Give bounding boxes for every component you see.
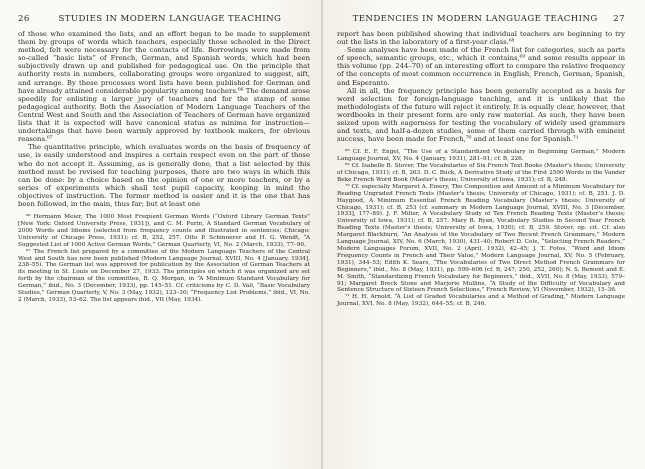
right-page-number: 27: [613, 14, 625, 24]
right-body: [337, 30, 625, 143]
left-page: [0, 0, 322, 469]
footnote: ⁷¹ H. H. Arnold, “A List of Graded Vocabularies and a Method of Grading,” Modern Language Journal, XVI, No. 8 (May, 1932), 644–55; cf. B, 246.: [337, 294, 625, 308]
right-paragraph: Some analyses have been made of the French list for categories, such as parts of speech, semantic groups, etc., which it contains,⁶⁹ and some results appear in this volume (pp. 244–70) of an interesting effort to compare the relative frequency of the concepts of most common occurrence in English, French, German, Spanish, and Esperanto.: [337, 46, 625, 87]
right-page: [323, 0, 645, 469]
left-paragraph: The quantitative principle, which evaluates words on the basis of frequency of use, is easily understood and inspires a certain respect even on the part of those who do not accept it. Assuming, as is generally done, that a list selected by this method must be revised for teaching purposes, there are two ways in which this can be done: by a choice based on the opinion of one or more teachers, or by a series of experiments which shall test pupil capacity, keeping in mind the objectives of instruction. The former method is easier and it is the one that has been followed, in the main, thus far; but at least one: [18, 143, 310, 208]
left-footnotes: [18, 214, 310, 304]
right-paragraph: All in all, the frequency principle has been generally accepted as a basis for word selection for foreign-language teaching, and it is unlikely that the methodologists of the future will reject it entirely. It is equally clear, however, that wordbooks in their present form are only raw material. As such, they have been seized upon with eagerness for testing the vocabulary of widely used grammars and texts, and half-a-dozen studies, some of them carried through with eminent success, have been made for French,⁷⁰ and at least one for Spanish.⁷¹: [337, 86, 625, 144]
footnote: ⁶⁶ Hermann Meier, The 1000 Most Frequent German Words (“Oxford Library German Texts” [New York: Oxford University Press, 1931]), and C. M. Purin, A Standard German Vocabulary of 2000 Words and Idioms (selected from frequency counts and illustrated in sentences; Chicago: University of Chicago Press, 1931); cf. B, 252, 257. Otto P. Schinnerer and H. G. Wendt, “A Suggested List of 1000 Active German Words,” German Quarterly, VI, No. 2 (March, 1933), 77–90.: [18, 214, 310, 248]
right-running-head: [337, 14, 625, 24]
left-running-title: STUDIES IN MODERN LANGUAGE TEACHING: [58, 14, 282, 24]
right-footnotes: [337, 149, 625, 308]
footnote: ⁶⁷ The French list prepared by a committee of the Modern Language Teachers of the Central West and South has now been published (Modern Language Journal, XVIII, No. 4 [January, 1934], 238–55). The German list was approved for publication by the Association of German Teachers at its meeting in St. Louis on December 27, 1933. The principles on which it was organized are set forth by the chairman of the committee, B. Q. Morgan, in “A Minimum Standard Vocabulary for German,” ibid., No. 3 (December, 1933), pp. 145–51. Cf. criticisms by C. D. Vail, “Basic Vocabulary Studies,” German Quarterly, V, No. 3 (May, 1932), 123–30; “Frequency List Problems,” ibid., VI, No. 2 (March, 1933), 53–62. The list appears ibid., VII (May, 1934).: [18, 248, 310, 303]
left-page-number: 26: [18, 14, 30, 24]
right-running-title: TENDENCIES IN MODERN LANGUAGE TEACHING: [352, 14, 598, 24]
left-paragraph: of those who examined the lists, and an effort began to be made to supplement them by groups of words which teachers, especially those schooled in the Direct method, felt were necessary for the contacts of life. Borrowings were made from so-called “basic lists” of French, German, and Spanish words, which had been subjectively drawn up and published for pedagogical use. On the principle that authority rests in numbers, collaborating groups were organized to suggest, sift, and arrange. By these processes word lists have been published for German and have already attained considerable popularity among teachers.⁶⁶ The demand arose speedily for enlisting a larger jury of teachers and for the stamp of some pedagogical authority. Both the Association of Modern Language Teachers of the Central West and South and the Association of Teachers of German have organized lists that it is expected will have canonical status as minima for instruction—undertakings that have been warmly approved by textbook makers, for obvious reasons.⁶⁷: [18, 30, 310, 144]
footnote: ⁷⁰ Cf. especially Margaret A. Emery, The Composition and Amount of a Minimum Vocabulary for Reading Ungraded French Texts (Master’s thesis; University of Chicago, 1931); cf. B, 251. J. D. Haygood, A Minimum Essential French Reading Vocabulary (Master’s thesis; University of Chicago, 1931); cf. B, 253 (cf. summary in Modern Language Journal, XVIII, No. 3 [December, 1933], 177–89). J. F. Miller, A Vocabulary Study of Ten French Reading Texts (Master’s thesis; University of Iowa, 1931); cf. B, 257. Mary B. Ryan, Vocabulary Studies in Second Year French Reading Texts (Master’s thesis; University of Iowa, 1930); cf. B, 259. Stover, op. cit. Cf. also Margaret Blackburn, “An Analysis of the Vocabulary of Two Recent French Grammars,” Modern Language Journal, XIV, No. 6 (March, 1930), 431–40; Robert D. Cole, “Selecting French Readers,” Modern Languages Forum, XVII, No. 2 (April, 1932), 42–45; J. T. Fotos, “Word and Idiom Frequency Counts in French and Their Value,” Modern Language Journal, XV, No. 5 (February, 1931), 344–53; Edith K. Sears, “The Vocabularies of Two Direct Method French Grammars for Beginners,” ibid., No. 8 (May, 1931), pp. 599–606 (cf. B, 247, 250, 252, 260); N. S. Bement and E. M. Smith, “Standardizing French Vocabulary for Beginners,” ibid., XVII, No. 8 (May, 1933), 579–91; Margaret Breck Stone and Marjorie Mullins, “A Study of the Difficulty of Vocabulary and Sentence Structure of Sixteen French Selections,” French Review, VI (November, 1932), 15–36.: [337, 183, 625, 294]
footnote: ⁶⁹ Cf. Isabelle B. Stover, The Vocabularies of Six French Text Books (Master’s thesis; University of Chicago, 1931); cf. B, 263. D. C. Buck, A Derivative Study of the First 2500 Words in the Vander Beke French Word Book (Master’s thesis; University of Iowa, 1931); cf. B, 248.: [337, 163, 625, 183]
left-running-head: [18, 14, 310, 24]
left-body: [18, 30, 310, 208]
right-paragraph: report has been published showing that individual teachers are beginning to try out the lists in the laboratory of a first-year class.⁶⁸: [337, 30, 625, 47]
footnote: ⁶⁸ Cf. E. F. Engel, “The Use of a Standardized Vocabulary in Beginning German,” Modern Language Journal, XV, No. 4 (January, 1931), 281–91; cf. B, 226.: [337, 149, 625, 163]
